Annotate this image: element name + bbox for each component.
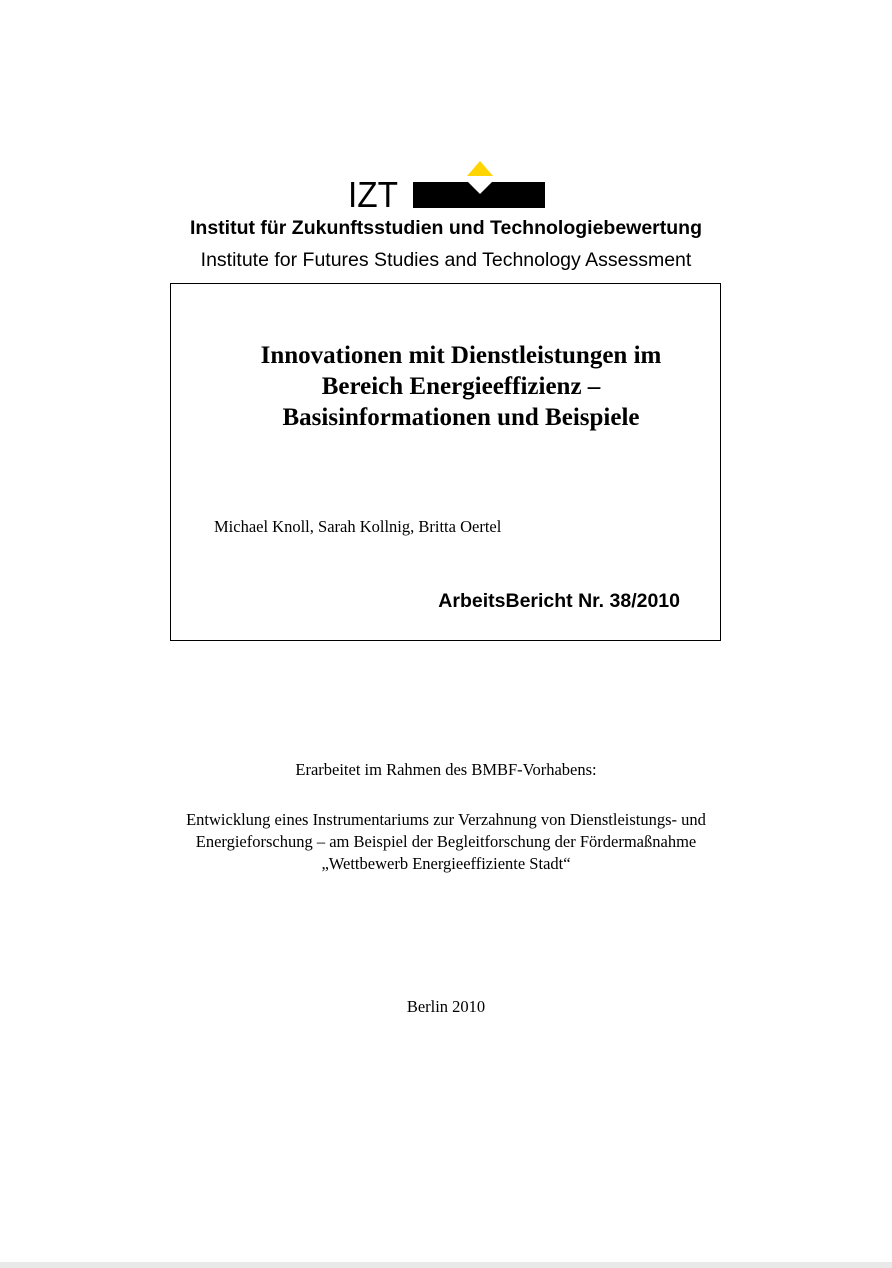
izt-logo <box>348 158 546 210</box>
place-and-year: Berlin 2010 <box>406 997 486 1016</box>
report-title-line: Innovationen mit Dienstleistungen im <box>260 342 662 369</box>
project-line: Energieforschung – am Beispiel der Begleitforschung der Fördermaßnahme <box>195 832 697 851</box>
project-line: „Wettbewerb Energieeffiziente Stadt“ <box>321 854 571 873</box>
page-bottom-edge <box>0 1262 892 1268</box>
report-title <box>211 340 711 433</box>
report-number: ArbeitsBericht Nr. 38/2010 <box>438 590 680 612</box>
izt-logo-yellow-triangle <box>467 161 493 176</box>
project-context-intro: Erarbeitet im Rahmen des BMBF-Vorhabens: <box>295 760 597 779</box>
izt-logo-graphic <box>348 158 546 210</box>
institute-name-english: Institute for Futures Studies and Technology Assessment <box>200 249 692 271</box>
izt-logo-text: IZT <box>348 174 399 210</box>
institute-name-german: Institut für Zukunftsstudien und Technologiebewertung <box>189 217 703 239</box>
report-title-box <box>170 283 721 641</box>
project-description <box>140 809 752 875</box>
authors: Michael Knoll, Sarah Kollnig, Britta Oertel <box>214 517 502 536</box>
report-title-line: Bereich Energieeffizienz – <box>321 373 601 400</box>
project-line: Entwicklung eines Instrumentariums zur Verzahnung von Dienstleistungs- und <box>186 810 706 829</box>
report-title-line: Basisinformationen und Beispiele <box>282 404 640 431</box>
